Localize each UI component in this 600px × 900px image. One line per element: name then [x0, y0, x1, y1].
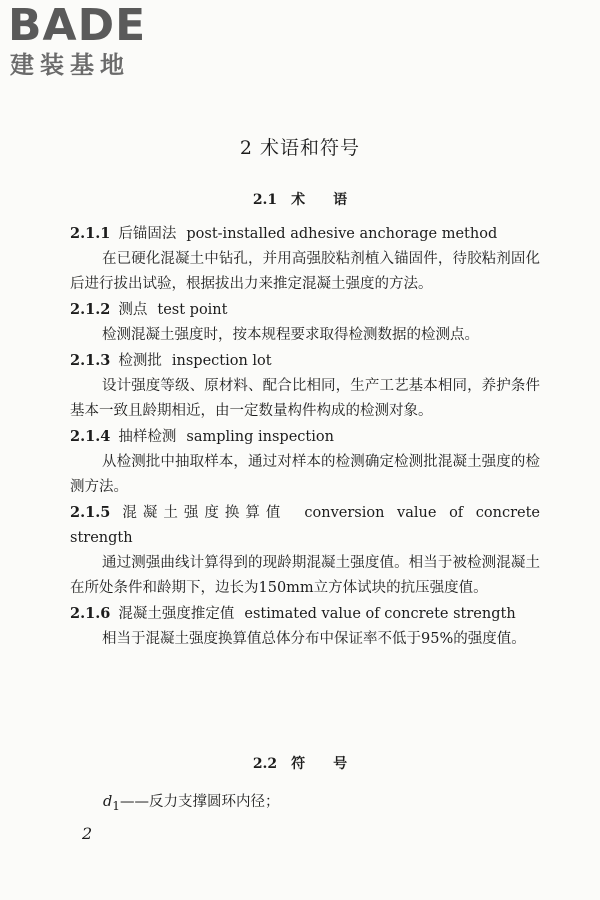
term-definition: 相当于混凝土强度换算值总体分布中保证率不低于95%的强度值。	[102, 631, 526, 647]
term-heading	[70, 221, 540, 247]
symbol-description: 反力支撑圆环内径；	[148, 794, 280, 810]
term-chinese: 后锚固法	[118, 226, 177, 242]
term-entry	[70, 424, 540, 500]
section-title-char: 语	[333, 192, 348, 208]
term-english: estimated value of concrete strength	[244, 606, 516, 622]
term-heading	[70, 348, 540, 374]
term-definition: 通过测强曲线计算得到的现龄期混凝土强度值。相当于被检测混凝土在所处条件和龄期下，边长为150mm立方体试块的抗压强度值。	[70, 555, 540, 596]
section-number: 2.1	[252, 192, 278, 208]
section-number: 2.2	[252, 756, 278, 772]
section-title-char: 号	[333, 756, 348, 772]
page-number: 2	[82, 824, 93, 843]
term-heading	[70, 500, 540, 551]
term-definition: 在已硬化混凝土中钻孔，并用高强胶粘剂植入锚固件，待胶粘剂固化后进行拔出试验，根据拔出力来推定混凝土强度的方法。	[70, 251, 540, 292]
term-chinese: 混凝土强度推定值	[118, 606, 235, 622]
term-entry	[70, 601, 540, 652]
term-english: test point	[157, 302, 228, 318]
term-heading	[70, 424, 540, 450]
logo-subtitle: 建装基地	[10, 51, 130, 79]
logo	[8, 2, 178, 80]
term-number: 2.1.2	[70, 301, 111, 318]
term-english: conversion value of concrete strength	[70, 505, 541, 546]
section-title-char: 符	[291, 756, 306, 772]
symbol-entry	[103, 790, 279, 813]
term-heading	[70, 297, 540, 323]
term-english: post-installed adhesive anchorage method	[186, 226, 498, 242]
term-chinese: 抽样检测	[118, 429, 177, 445]
logo-wordmark: BADE	[8, 0, 147, 51]
section-heading-2-1	[0, 189, 600, 209]
terms-list	[70, 221, 540, 652]
chapter-title: 2 术语和符号	[239, 137, 361, 159]
section-heading-2-2	[0, 753, 600, 773]
term-definition: 设计强度等级、原材料、配合比相同，生产工艺基本相同，养护条件基本一致且龄期相近，由一定数量构件构成的检测对象。	[70, 378, 540, 419]
term-number: 2.1.1	[70, 225, 111, 242]
term-entry	[70, 348, 540, 424]
term-english: sampling inspection	[186, 429, 334, 445]
term-english: inspection lot	[171, 353, 272, 369]
term-number: 2.1.5	[70, 504, 111, 521]
term-number: 2.1.3	[70, 352, 111, 369]
term-chinese: 检测批	[118, 353, 162, 369]
term-chinese: 测点	[118, 302, 148, 318]
term-heading	[70, 601, 540, 627]
term-definition: 从检测批中抽取样本，通过对样本的检测确定检测批混凝土强度的检测方法。	[70, 454, 540, 495]
term-entry	[70, 500, 540, 601]
symbol-subscript: 1	[112, 798, 120, 813]
term-entry	[70, 297, 540, 348]
symbol-name: d	[103, 794, 113, 810]
term-definition: 检测混凝土强度时，按本规程要求取得检测数据的检测点。	[102, 327, 479, 343]
symbol-dash: ——	[119, 794, 149, 810]
term-number: 2.1.4	[70, 428, 111, 445]
term-chinese: 混凝土强度换算值	[118, 505, 287, 521]
term-number: 2.1.6	[70, 605, 111, 622]
term-entry	[70, 221, 540, 297]
section-title-char: 术	[291, 192, 306, 208]
